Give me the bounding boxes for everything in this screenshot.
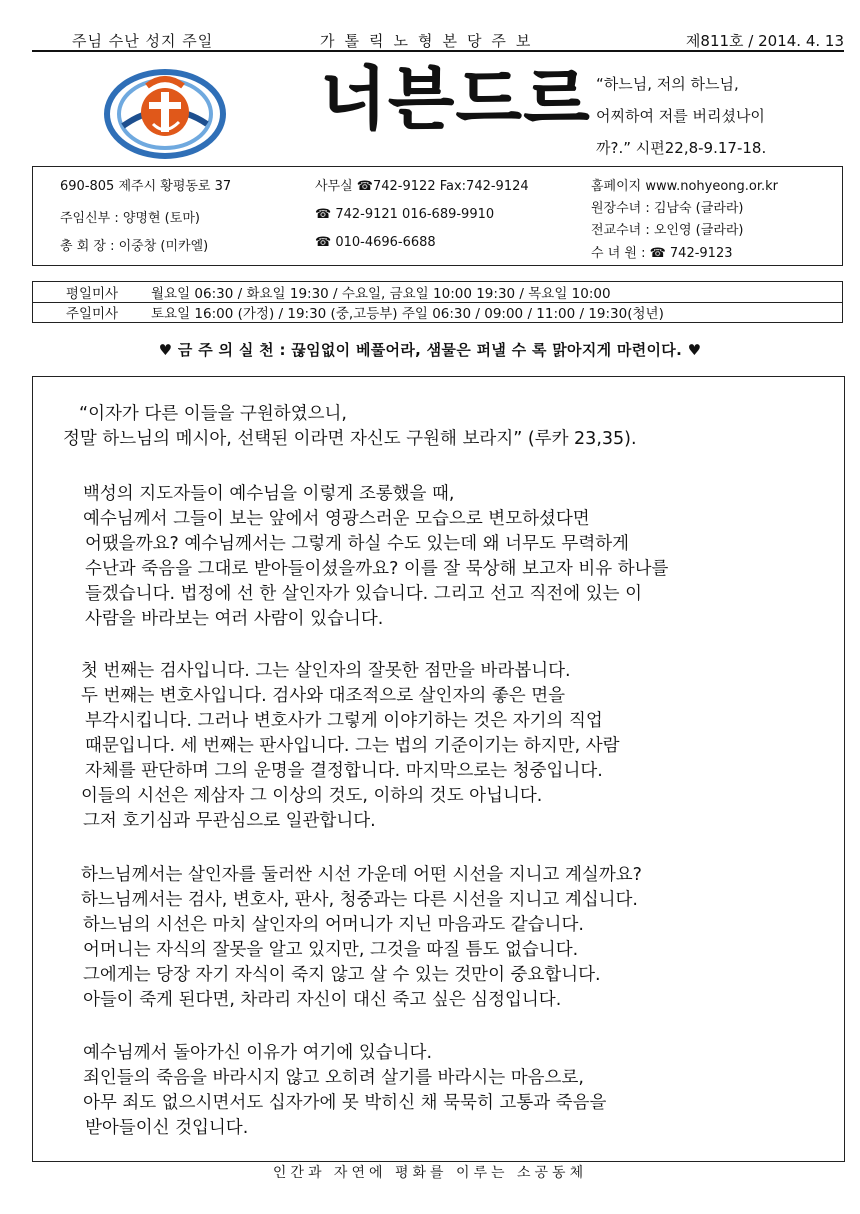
council-chair: 총 회 장 : 이중창 (미카엘): [60, 239, 209, 254]
quote-line: 어찌하여 저를 버리셨나이: [596, 107, 765, 125]
article-line: 예수님께서 그들이 보는 앞에서 영광스러운 모습으로 변모하셨다면: [83, 509, 590, 529]
contact-info-box: [32, 166, 843, 266]
masthead-title: 너븐드르: [320, 60, 591, 139]
parish-logo: [103, 66, 227, 162]
convent-phone: 수 녀 원 : ☎ 742-9123: [591, 246, 733, 261]
article-line: 하느님의 시선은 마치 살인자의 어머니가 지닌 마음과도 같습니다.: [83, 915, 584, 935]
weekly-practice: [0, 339, 860, 360]
sunday-mass-label: 주일미사: [65, 306, 119, 322]
head-sister: 원장수녀 : 김남숙 (글라라): [591, 201, 744, 216]
article-line: 정말 하느님의 메시아, 선택된 이라면 자신도 구원해 보라지” (루카 23,35).: [63, 429, 637, 449]
article-line: 자체를 판단하며 그의 운명을 결정합니다. 마지막으로는 청중입니다.: [85, 761, 603, 781]
bulletin-name: 가톨릭노형본당주보: [320, 32, 541, 50]
pastor: 주임신부 : 양명현 (토마): [60, 211, 200, 226]
pastor-phone: ☎ 742-9121 016-689-9910: [315, 207, 495, 222]
article-line: 첫 번째는 검사입니다. 그는 살인자의 잘못한 점만을 바라봅니다.: [81, 661, 571, 681]
mission-sister: 전교수녀 : 오인영 (글라라): [591, 223, 744, 238]
weekday-mass-label: 평일미사: [65, 286, 119, 302]
heart-icon: ♥: [687, 341, 702, 359]
office-phone: 사무실 ☎742-9122 Fax:742-9124: [315, 179, 529, 194]
article-line: 어땠을까요? 예수님께서는 그렇게 하실 수도 있는데 왜 너무도 무력하게: [85, 534, 630, 554]
footer-slogan: 인간과 자연에 평화를 이루는 소공동체: [272, 1165, 588, 1181]
homepage: 홈페이지 www.nohyeong.or.kr: [591, 179, 779, 194]
quote-line: 까?.” 시편22,8-9.17-18.: [596, 139, 767, 157]
top-header: [32, 30, 844, 50]
weekday-mass-times: 월요일 06:30 / 화요일 19:30 / 수요일, 금요일 10:00 19:30 / 목요일 10:00: [151, 286, 611, 302]
article-line: 아들이 죽게 된다면, 차라리 자신이 대신 죽고 싶은 심정입니다.: [83, 990, 562, 1010]
mass-schedule: [32, 281, 843, 323]
article-line: 백성의 지도자들이 예수님을 이렇게 조롱했을 때,: [83, 484, 455, 504]
article-line: 때문입니다. 세 번째는 판사입니다. 그는 법의 기준이기는 하지만, 사람: [85, 736, 620, 756]
article-line: 죄인들의 죽음을 바라시지 않고 오히려 살기를 바라시는 마음으로,: [83, 1068, 584, 1088]
article-line: 그저 호기심과 무관심으로 일관합니다.: [83, 811, 376, 831]
heart-icon: ♥: [158, 341, 173, 359]
article-line: 예수님께서 돌아가신 이유가 여기에 있습니다.: [83, 1043, 433, 1063]
article-line: 이들의 시선은 제삼자 그 이상의 것도, 이하의 것도 아닙니다.: [81, 786, 543, 806]
liturgical-day: 주님 수난 성지 주일: [72, 32, 214, 50]
psalm-quote: [596, 68, 846, 164]
chair-phone: ☎ 010-4696-6688: [315, 235, 436, 250]
article-line: 어머니는 자식의 잘못을 알고 있지만, 그것을 따질 틈도 없습니다.: [83, 940, 579, 960]
article-line: 받아들이신 것입니다.: [85, 1118, 249, 1138]
article-line: 수난과 죽음을 그대로 받아들이셨을까요? 이를 잘 묵상해 보고자 비유 하나를: [85, 559, 669, 579]
article-line: 아무 죄도 없으시면서도 십자가에 못 박히신 채 묵묵히 고통과 죽음을: [83, 1093, 607, 1113]
logo-label: 노 형: [153, 137, 174, 147]
article-line: 들겠습니다. 법정에 선 한 살인자가 있습니다. 그리고 선고 직전에 있는 이: [85, 584, 642, 604]
main-article: [32, 376, 845, 1162]
article-line: 하느님께서는 살인자를 둘러싼 시선 가운데 어떤 시선을 지니고 계실까요?: [81, 865, 642, 885]
issue-info: 제811호 / 2014. 4. 13: [685, 32, 844, 50]
article-line: 두 번째는 변호사입니다. 검사와 대조적으로 살인자의 좋은 면을: [81, 686, 566, 706]
weekday-mass-row: [33, 282, 842, 303]
article-line: 사람을 바라보는 여러 사람이 있습니다.: [85, 609, 384, 629]
address: 690-805 제주시 황평동로 37: [60, 179, 232, 194]
article-line: 하느님께서는 검사, 변호사, 판사, 청중과는 다른 시선을 지니고 계십니다.: [81, 890, 638, 910]
article-line: “이자가 다른 이들을 구원하였으니,: [79, 404, 347, 424]
quote-line: “하느님, 저의 하느님,: [596, 75, 739, 93]
article-line: 그에게는 당장 자기 자식이 죽지 않고 살 수 있는 것만이 중요합니다.: [83, 965, 601, 985]
sunday-mass-times: 토요일 16:00 (가정) / 19:30 (중,고등부) 주일 06:30 / 09:00 / 11:00 / 19:30(청년): [151, 306, 664, 322]
article-line: 부각시킵니다. 그러나 변호사가 그렇게 이야기하는 것은 자기의 직업: [85, 711, 603, 731]
top-rule: [32, 50, 844, 52]
sunday-mass-row: [33, 302, 842, 322]
weekly-practice-text: 금 주 의 실 천 : 끊임없이 베풀어라, 샘물은 퍼낼 수 록 맑아지게 마련이다.: [177, 341, 683, 359]
